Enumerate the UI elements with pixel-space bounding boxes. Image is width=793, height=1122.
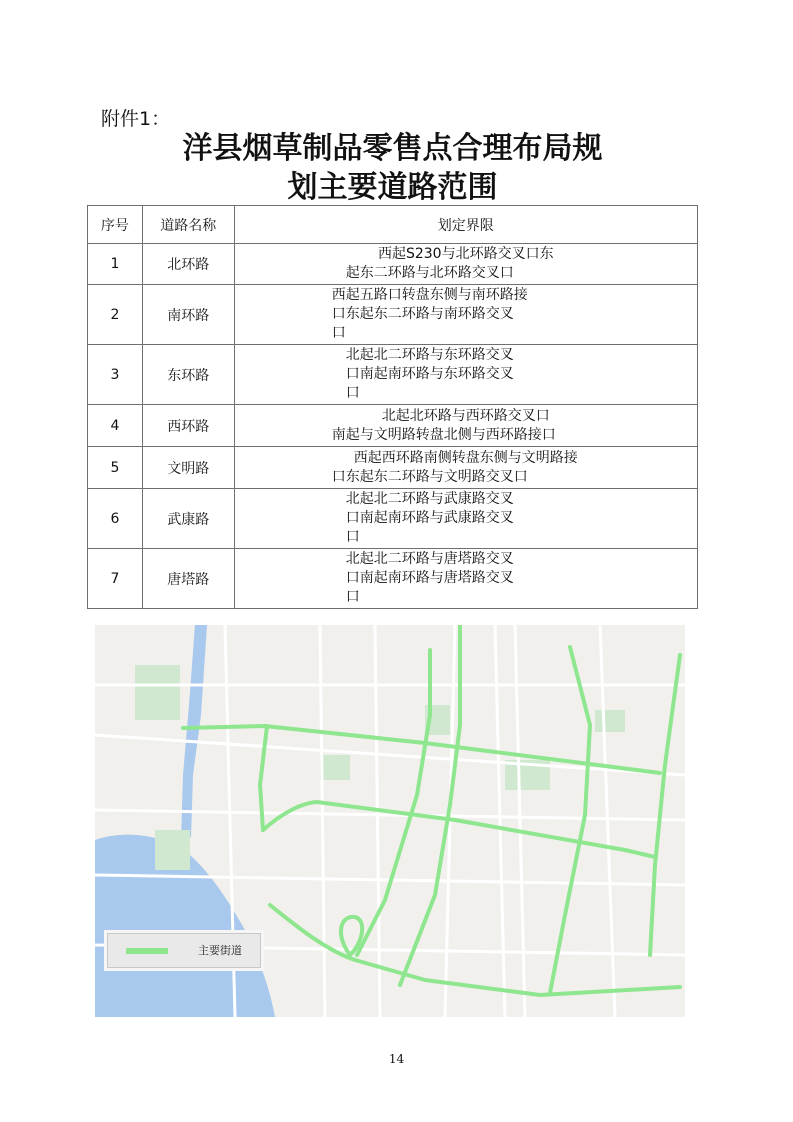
row-boundary: [234, 345, 697, 405]
boundary-line: 西起S230与北环路交叉口东: [377, 246, 554, 262]
boundary-line: 北起北二环路与东环路交叉: [345, 347, 514, 363]
boundary-line: 西起五路口转盘东侧与南环路接: [331, 287, 528, 303]
boundary-line: 西起西环路南侧转盘东侧与文明路接: [353, 449, 578, 466]
row-road-name: 东环路: [142, 345, 234, 405]
east-second-ring-road: [650, 655, 680, 955]
map-legend: [107, 933, 261, 968]
boundary-line: 口: [331, 325, 346, 341]
table-row: [88, 405, 698, 447]
legend-main-street-swatch: [126, 948, 168, 954]
row-boundary: [234, 489, 697, 549]
boundary-line: 口南起南环路与唐塔路交叉: [345, 570, 514, 586]
boundary-line: 口: [345, 385, 360, 401]
park-area: [595, 710, 625, 732]
boundary-line: 口: [345, 529, 360, 545]
row-boundary: [234, 244, 697, 285]
legend-main-street-label: 主要街道: [198, 944, 242, 957]
boundary-line: 口: [345, 589, 360, 605]
park-area: [155, 830, 190, 870]
row-road-name: 北环路: [142, 244, 234, 285]
row-boundary: [234, 285, 697, 345]
boundary-line: 北起北环路与西环路交叉口: [381, 407, 550, 424]
boundary-line: 北起北二环路与武康路交叉: [345, 491, 514, 507]
west-ring-road: [260, 726, 267, 830]
boundary-line: 口东起东二环路与文明路交叉口: [331, 468, 528, 485]
boundary-line: 北起北二环路与唐塔路交叉: [345, 551, 514, 567]
row-boundary: [234, 447, 697, 489]
table-row: [88, 447, 698, 489]
park-area: [135, 665, 180, 720]
page-title-line-1: 洋县烟草制品零售点合理布局规: [182, 131, 603, 166]
row-road-name: 武康路: [142, 489, 234, 549]
row-road-name: 唐塔路: [142, 549, 234, 609]
header-serial: 序号: [88, 206, 143, 244]
row-serial: 1: [88, 244, 143, 285]
row-serial: 4: [88, 405, 143, 447]
row-serial: 7: [88, 549, 143, 609]
wukang-road: [357, 650, 430, 955]
page-number: 14: [388, 1052, 405, 1066]
boundary-line: 口南起南环路与东环路交叉: [345, 366, 514, 382]
boundary-line: 南起与文明路转盘北侧与西环路接口: [331, 426, 556, 443]
row-road-name: 西环路: [142, 405, 234, 447]
boundary-line: 起东二环路与北环路交叉口: [345, 265, 514, 281]
boundary-line: 口南起南环路与武康路交叉: [345, 510, 514, 526]
table-row: [88, 489, 698, 549]
table-row: [88, 285, 698, 345]
table-row: [88, 549, 698, 609]
road-map: [95, 625, 685, 1017]
road-range-table: [87, 205, 698, 609]
row-serial: 6: [88, 489, 143, 549]
row-serial: 5: [88, 447, 143, 489]
header-boundary: 划定界限: [234, 206, 697, 244]
row-serial: 2: [88, 285, 143, 345]
attachment-label: 附件1：: [101, 108, 171, 130]
table-header-row: [88, 206, 698, 244]
row-road-name: 南环路: [142, 285, 234, 345]
page-title-line-2: 划主要道路范围: [287, 170, 498, 205]
row-serial: 3: [88, 345, 143, 405]
table-row: [88, 244, 698, 285]
boundary-line: 口东起东二环路与南环路交叉: [331, 306, 514, 322]
header-road-name: 道路名称: [142, 206, 234, 244]
river-channel: [181, 625, 207, 840]
row-boundary: [234, 405, 697, 447]
row-boundary: [234, 549, 697, 609]
row-road-name: 文明路: [142, 447, 234, 489]
park-area: [320, 755, 350, 780]
table-row: [88, 345, 698, 405]
east-ring-road: [550, 647, 590, 993]
